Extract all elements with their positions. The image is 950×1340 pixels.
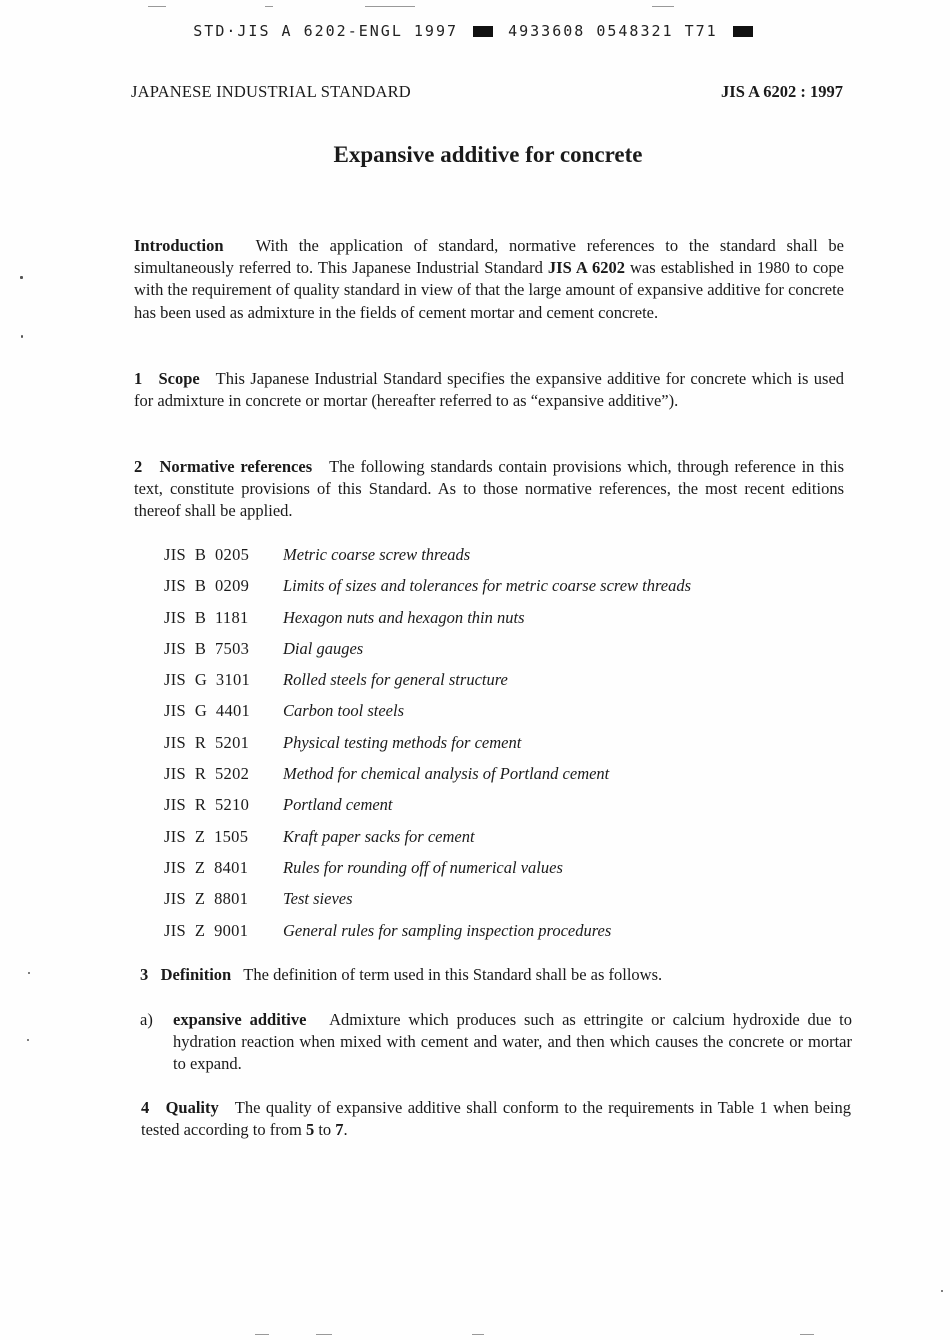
- standard-prefix: JIS A 6202: [721, 82, 797, 101]
- introduction-text-1: With the application of standard, normative references to the standard shall be simultaneously referred to. This Japanese Industrial Standard: [134, 236, 845, 278]
- definition-item-label: a): [140, 1010, 153, 1029]
- reference-title: Hexagon nuts and hexagon thin nuts: [283, 607, 525, 627]
- normative-heading: Normative references: [159, 457, 313, 476]
- normative-number: 2: [134, 457, 143, 476]
- scope-heading: Scope: [158, 369, 200, 388]
- quality-heading: Quality: [165, 1098, 219, 1117]
- reference-item: [164, 700, 804, 731]
- definition-number: 3: [140, 965, 149, 984]
- normative-text: The following standards contain provisions which, through reference in this text, constitute provisions of this Standard. As to those normative references, the most recent editions thereof shall be applied.: [134, 457, 844, 521]
- reference-item: [164, 638, 804, 669]
- reference-title: Dial gauges: [283, 638, 364, 658]
- reference-item: [164, 920, 804, 951]
- quality-number: 4: [141, 1098, 150, 1117]
- reference-item: [164, 732, 804, 763]
- definition-text: The definition of term used in this Standard shall be as follows.: [243, 965, 663, 984]
- quality-section: [141, 1097, 851, 1141]
- introduction-standard-ref: JIS A 6202: [547, 258, 625, 278]
- reference-item: [164, 888, 804, 919]
- reference-item: [164, 857, 804, 888]
- reference-code: JIS Z 8401: [164, 857, 249, 877]
- reference-item: [164, 607, 804, 638]
- introduction-text-2: was established in 1980 to cope with the requirement of quality standard in view of that the large amount of expansive additive for concrete has been used as admixture in the fields of cement mortar and cement concrete.: [134, 258, 844, 322]
- definition-heading: Definition: [160, 965, 232, 984]
- definition-term-text: Admixture which produces such as ettringite or calcium hydroxide due to hydration reaction when mixed with cement and water, and then which causes the concrete or mortar to expand.: [173, 1010, 853, 1074]
- introduction-paragraph: [134, 235, 844, 324]
- header-organization: JAPANESE INDUSTRIAL STANDARD: [131, 82, 411, 101]
- quality-from-clause: 5: [305, 1120, 315, 1140]
- reference-title: General rules for sampling inspection procedures: [283, 920, 612, 940]
- reference-title: Limits of sizes and tolerances for metric coarse screw threads: [283, 576, 692, 596]
- normative-references-section: [134, 456, 844, 523]
- reference-title: Rules for rounding off of numerical values: [283, 857, 563, 877]
- standard-year: : 1997: [800, 82, 843, 101]
- scope-section: [134, 368, 844, 412]
- reference-title: Metric coarse screw threads: [283, 545, 471, 564]
- definition-term: expansive additive: [173, 1010, 307, 1029]
- reference-code: JIS B 1181: [164, 607, 249, 627]
- definition-section: [140, 964, 850, 986]
- reference-code: JIS B 0205: [164, 545, 250, 564]
- reference-list: [164, 544, 804, 951]
- redaction-block: [733, 26, 753, 37]
- reference-code: JIS Z 8801: [164, 889, 249, 909]
- reference-item: [164, 544, 804, 575]
- reference-item: [164, 575, 804, 606]
- reference-title: Carbon tool steels: [283, 701, 405, 721]
- reference-item: [164, 826, 804, 857]
- document-title: Expansive additive for concrete: [333, 142, 643, 167]
- quality-to-clause: 7: [335, 1120, 344, 1140]
- reference-code: JIS Z 1505: [164, 826, 249, 846]
- quality-text: The quality of expansive additive shall conform to the requirements in Table 1 when being tested according to from: [141, 1098, 851, 1140]
- header-standard-number: [721, 82, 843, 102]
- reference-code: JIS B 0209: [164, 576, 250, 596]
- definition-item: [140, 1009, 852, 1076]
- reference-title: Portland cement: [283, 795, 393, 815]
- reference-code: JIS Z 9001: [164, 920, 249, 940]
- reference-code: JIS R 5202: [164, 764, 250, 784]
- reference-title: Physical testing methods for cement: [283, 732, 522, 752]
- reference-title: Rolled steels for general structure: [283, 670, 508, 690]
- scan-stamp-line: [0, 22, 950, 40]
- stamp-right: 4933608 0548321 T71: [508, 22, 718, 40]
- quality-end: .: [343, 1120, 348, 1140]
- reference-code: JIS G 4401: [164, 701, 251, 721]
- reference-title: Method for chemical analysis of Portland cement: [283, 764, 610, 784]
- scope-number: 1: [134, 369, 143, 388]
- stamp-left: STD·JIS A 6202-ENGL 1997: [193, 22, 459, 40]
- redaction-block: [473, 26, 493, 37]
- scope-text: This Japanese Industrial Standard specifies the expansive additive for concrete which is used for admixture in concrete or mortar (hereafter referred to as “expansive additive”).: [134, 369, 845, 411]
- reference-code: JIS R 5210: [164, 795, 250, 815]
- reference-code: JIS B 7503: [164, 638, 250, 658]
- reference-code: JIS R 5201: [164, 732, 250, 752]
- reference-code: JIS G 3101: [164, 670, 251, 690]
- reference-title: Kraft paper sacks for cement: [283, 826, 475, 846]
- reference-item: [164, 794, 804, 825]
- quality-to-word: to: [318, 1120, 332, 1140]
- introduction-heading: Introduction: [134, 236, 224, 255]
- reference-title: Test sieves: [283, 889, 353, 909]
- reference-item: [164, 763, 804, 794]
- reference-item: [164, 669, 804, 700]
